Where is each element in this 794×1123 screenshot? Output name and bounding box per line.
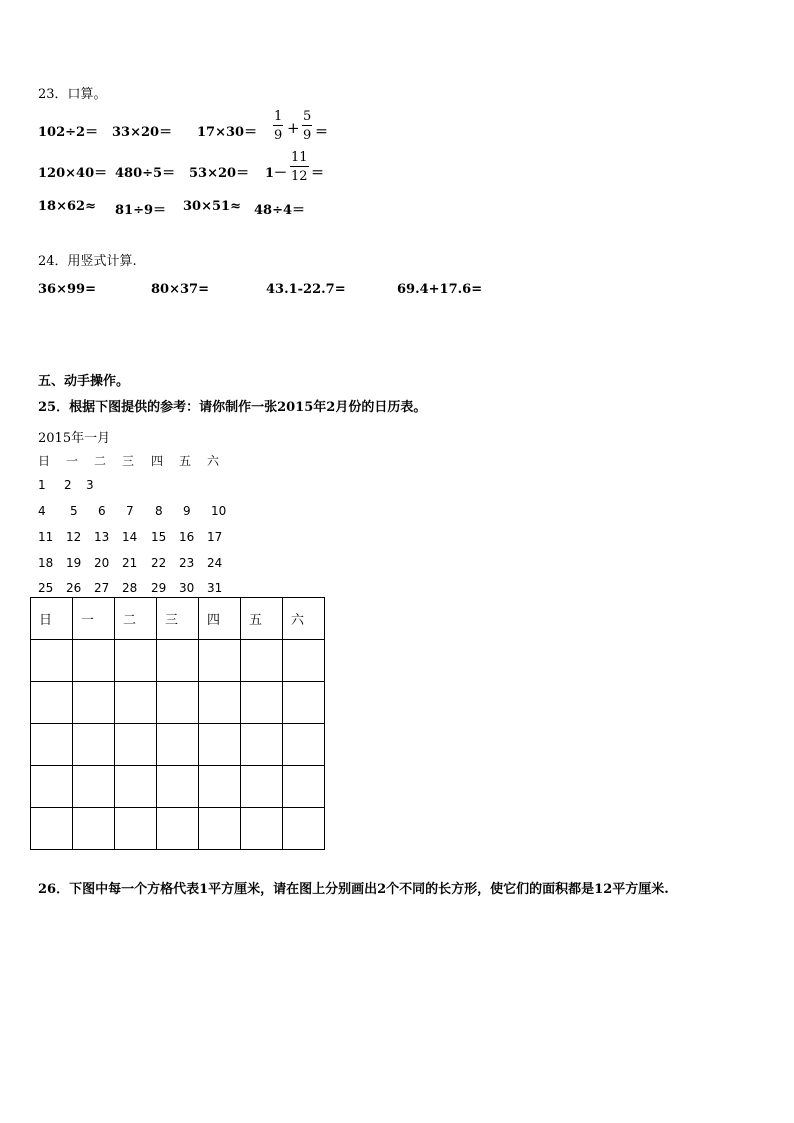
fraction: [302, 110, 312, 142]
grid-cell[interactable]: [73, 808, 115, 850]
calendar-day: 21: [122, 556, 138, 570]
grid-cell[interactable]: [31, 682, 73, 724]
grid-cell[interactable]: [157, 724, 199, 766]
grid-row: [31, 724, 325, 766]
grid-cell[interactable]: [241, 682, 283, 724]
q23-expr: 1－: [265, 166, 288, 181]
grid-cell[interactable]: [157, 640, 199, 682]
grid-cell[interactable]: [31, 724, 73, 766]
grid-header-cell: 二: [115, 598, 157, 640]
calendar-day: 22: [151, 556, 167, 570]
grid-cell[interactable]: [115, 640, 157, 682]
equals-sign: ＝: [315, 125, 329, 140]
q23-expr: 102÷2＝: [38, 125, 99, 140]
q23-expr: 480÷5＝: [115, 166, 176, 181]
grid-cell[interactable]: [283, 766, 325, 808]
grid-row: [31, 766, 325, 808]
grid-cell[interactable]: [73, 724, 115, 766]
calendar-day: 14: [122, 530, 138, 544]
grid-header-row: [31, 598, 325, 640]
weekday-label: 日: [38, 454, 51, 468]
grid-cell[interactable]: [283, 640, 325, 682]
calendar-day: 30: [179, 581, 195, 595]
grid-cell[interactable]: [157, 682, 199, 724]
calendar-grid: [30, 597, 325, 850]
grid-cell[interactable]: [199, 640, 241, 682]
q23-title: 23．口算。: [38, 87, 107, 102]
q24-title: 24．用竖式计算.: [38, 254, 137, 269]
calendar-day: 19: [66, 556, 82, 570]
weekday-label: 二: [94, 454, 107, 468]
fraction-denominator: 9: [303, 128, 312, 143]
grid-cell[interactable]: [283, 808, 325, 850]
calendar-day: 7: [126, 504, 134, 518]
q23-expr: 53×20＝: [189, 166, 250, 181]
calendar-day: 27: [94, 581, 110, 595]
grid-cell[interactable]: [199, 724, 241, 766]
grid-header-cell: 日: [31, 598, 73, 640]
grid-header-cell: 一: [73, 598, 115, 640]
calendar-day: 20: [94, 556, 110, 570]
grid-cell[interactable]: [73, 682, 115, 724]
grid-cell[interactable]: [241, 640, 283, 682]
fraction: [273, 110, 283, 142]
calendar-day: 1: [38, 478, 46, 492]
calendar-day: 5: [70, 504, 78, 518]
grid-cell[interactable]: [199, 808, 241, 850]
grid-row: [31, 682, 325, 724]
grid-cell[interactable]: [115, 808, 157, 850]
plus-sign: +: [287, 119, 300, 137]
grid-cell[interactable]: [199, 682, 241, 724]
calendar-day: 28: [122, 581, 138, 595]
calendar-day: 25: [38, 581, 54, 595]
grid-cell[interactable]: [73, 766, 115, 808]
calendar-day: 29: [151, 581, 167, 595]
equals-sign: ＝: [311, 166, 325, 181]
fraction-numerator: 1: [274, 109, 283, 124]
weekday-label: 一: [66, 454, 79, 468]
weekday-label: 三: [122, 454, 135, 468]
grid-cell[interactable]: [241, 808, 283, 850]
weekday-label: 四: [151, 454, 164, 468]
calendar-day: 12: [66, 530, 82, 544]
grid-cell[interactable]: [241, 766, 283, 808]
calendar-day: 24: [207, 556, 223, 570]
q23-expr: 18×62≈: [38, 199, 96, 214]
grid-cell[interactable]: [115, 766, 157, 808]
q24-item: 80×37=: [151, 282, 209, 297]
calendar-day: 2: [64, 478, 72, 492]
q23-expr: 48÷4＝: [254, 203, 306, 218]
grid-cell[interactable]: [157, 808, 199, 850]
grid-cell[interactable]: [31, 640, 73, 682]
calendar-day: 10: [211, 504, 227, 518]
grid-cell[interactable]: [31, 808, 73, 850]
weekday-label: 六: [207, 454, 220, 468]
fraction-numerator: 11: [291, 150, 308, 165]
grid-cell[interactable]: [115, 682, 157, 724]
calendar-day: 15: [151, 530, 167, 544]
calendar-day: 26: [66, 581, 82, 595]
calendar-day: 6: [98, 504, 106, 518]
grid-cell[interactable]: [31, 766, 73, 808]
fraction-denominator: 12: [291, 169, 308, 184]
calendar-day: 18: [38, 556, 54, 570]
q23-expr: 30×51≈: [183, 199, 241, 214]
calendar-day: 16: [179, 530, 195, 544]
calendar-day: 9: [183, 504, 191, 518]
calendar-day: 17: [207, 530, 223, 544]
grid-header-cell: 四: [199, 598, 241, 640]
q24-item: 69.4+17.6=: [397, 282, 483, 297]
fraction-denominator: 9: [274, 128, 283, 143]
grid-header-cell: 五: [241, 598, 283, 640]
q25-title: 25．根据下图提供的参考：请你制作一张2015年2月份的日历表。: [38, 400, 427, 415]
fraction-numerator: 5: [303, 109, 312, 124]
grid-cell[interactable]: [73, 640, 115, 682]
calendar-day: 23: [179, 556, 195, 570]
grid-cell[interactable]: [283, 724, 325, 766]
calendar-day: 11: [38, 530, 54, 544]
grid-cell[interactable]: [199, 766, 241, 808]
grid-header-cell: 三: [157, 598, 199, 640]
calendar-day: 31: [207, 581, 223, 595]
section-heading: 五、动手操作。: [38, 374, 130, 389]
q23-expr: 17×30＝: [197, 125, 258, 140]
q23-expr: 33×20＝: [112, 125, 173, 140]
calendar-day: 8: [155, 504, 163, 518]
q23-expr: 81÷9＝: [115, 203, 167, 218]
q23-expr: 120×40＝: [38, 166, 108, 181]
grid-header-cell: 六: [283, 598, 325, 640]
q24-item: 36×99=: [38, 282, 96, 297]
fraction: [290, 151, 309, 183]
grid-row: [31, 640, 325, 682]
grid-cell[interactable]: [157, 766, 199, 808]
grid-cell[interactable]: [115, 724, 157, 766]
grid-row: [31, 808, 325, 850]
calendar-day: 3: [86, 478, 94, 492]
grid-cell[interactable]: [283, 682, 325, 724]
calendar-title: 2015年一月: [38, 431, 111, 446]
q26-title: 26．下图中每一个方格代表1平方厘米，请在图上分别画出2个不同的长方形，使它们的面积都是12平方厘米.: [38, 882, 669, 897]
weekday-label: 五: [179, 454, 192, 468]
calendar-day: 13: [94, 530, 110, 544]
q24-item: 43.1-22.7=: [266, 282, 346, 297]
calendar-day: 4: [38, 504, 46, 518]
grid-cell[interactable]: [241, 724, 283, 766]
